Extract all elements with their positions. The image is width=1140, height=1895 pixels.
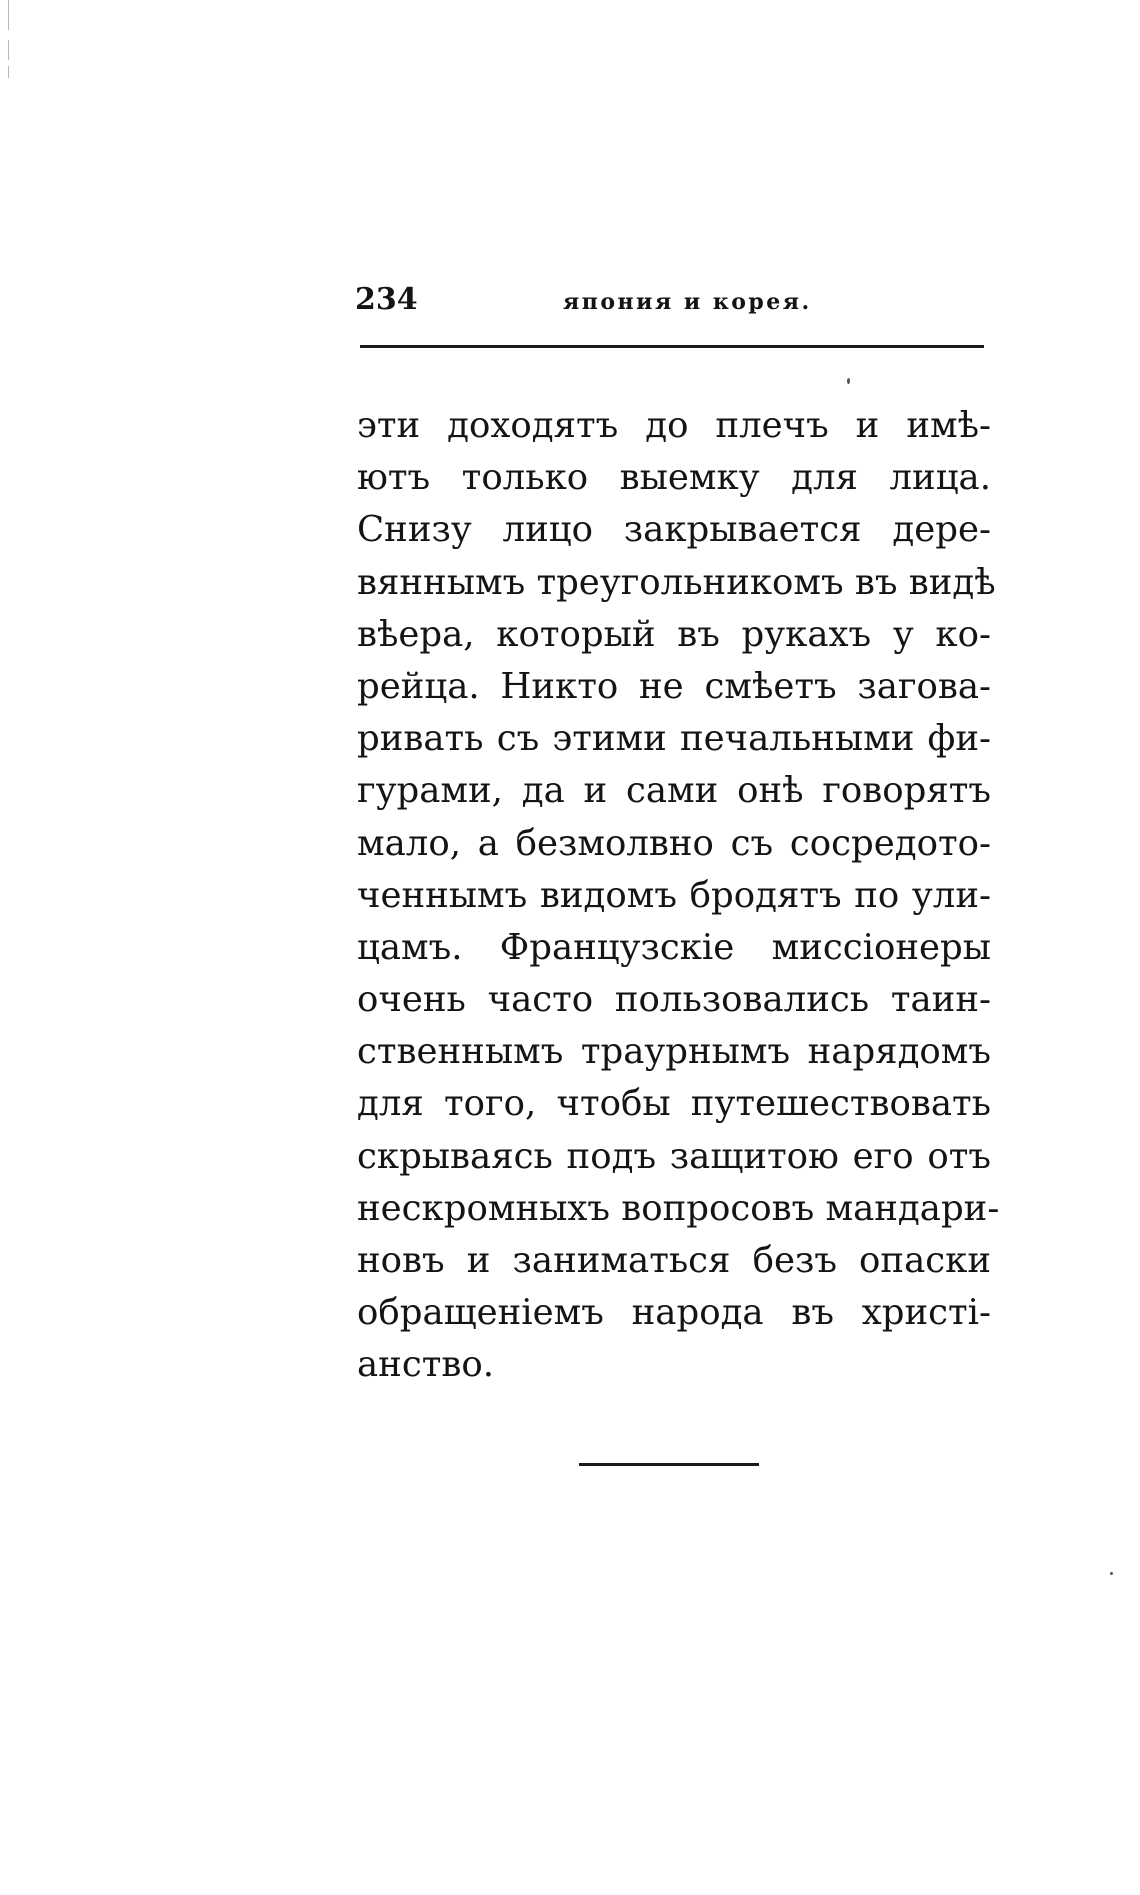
text-line: нескромныхъ вопросовъ мандари- [357,1187,1000,1229]
text-line: ственнымъ траурнымъ нарядомъ [357,1031,991,1073]
text-line: скрываясь подъ защитою его отъ [357,1135,991,1177]
text-line: гурами, да и сами онѣ говорятъ [357,770,991,812]
text-line: ютъ только выемку для лица. [357,457,991,499]
text-line: рейца. Никто не смѣетъ загова- [357,665,991,707]
page-number: 234 [355,282,418,317]
text-line: вѣера, который въ рукахъ у ко- [357,613,991,655]
scan-speck [1110,1572,1113,1575]
header-rule [360,345,984,348]
text-line: обращеніемъ народа въ христі- [357,1292,991,1334]
body-text [357,400,1000,1392]
text-line: новъ и заниматься безъ опаски [357,1240,991,1281]
text-line: Снизу лицо закрывается дере- [357,509,991,551]
text-line: ченнымъ видомъ бродятъ по ули- [357,874,991,916]
text-line: вяннымъ треугольникомъ въ видѣ [357,561,996,603]
text-line: для того, чтобы путешествовать [357,1083,991,1125]
text-line: ривать съ этими печальными фи- [357,718,991,760]
running-head: япония и корея. [563,289,812,315]
text-line: эти доходятъ до плечъ и имѣ- [357,405,991,446]
scan-edge-mark [8,0,9,30]
page-header [355,280,985,324]
text-line: мало, а безмолвно съ сосредото- [357,822,991,864]
scan-speck [847,378,850,384]
text-line: цамъ. Французскіе миссіонеры [357,926,991,968]
scan-edge-mark [8,66,9,78]
end-rule [579,1463,759,1466]
text-line: анство. [357,1344,494,1386]
text-line: очень часто пользовались таин- [357,979,991,1021]
scan-edge-mark [8,40,9,60]
